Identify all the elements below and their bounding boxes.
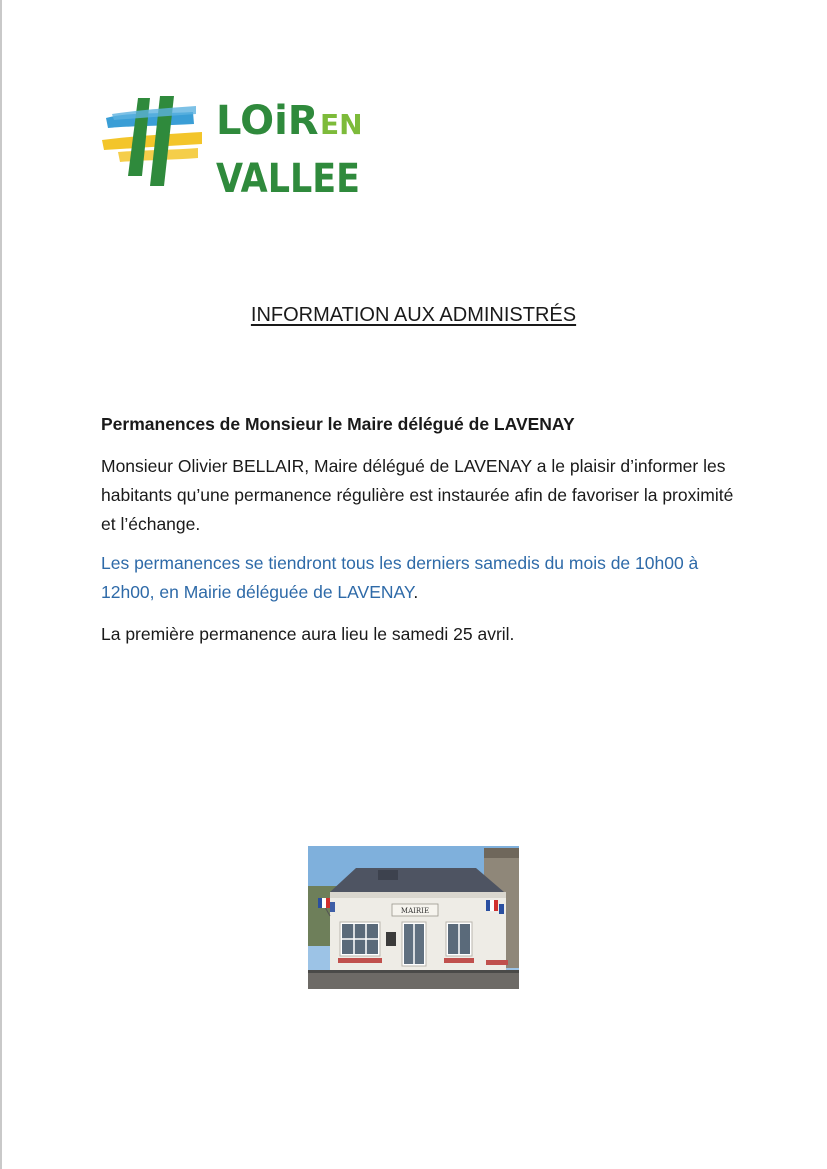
logo-word-loir: LOiR	[216, 98, 319, 144]
mairie-sign: MAIRIE	[400, 907, 430, 915]
logo-word-en: EN	[320, 108, 363, 141]
page-title: INFORMATION AUX ADMINISTRÉS	[250, 304, 577, 326]
schedule-paragraph	[101, 549, 741, 607]
schedule-period: .	[413, 582, 419, 602]
town-hall-photo	[308, 846, 519, 989]
loir-en-vallee-logo	[98, 88, 368, 198]
section-heading: Permanences de Monsieur le Maire délégué de LAVENAY	[101, 414, 575, 434]
intro-paragraph: Monsieur Olivier BELLAIR, Maire délégué de LAVENAY a le plaisir d’informer les habitants qu’une permanence régulière est instaurée afin de favoriser la proximité et l’échange.	[101, 456, 734, 534]
scan-edge	[0, 0, 2, 1169]
schedule-text: Les permanences se tiendront tous les derniers samedis du mois de 10h00 à 12h00, en Mairie déléguée de LAVENAY	[101, 553, 699, 602]
first-session-paragraph: La première permanence aura lieu le samedi 25 avril.	[101, 624, 515, 644]
logo-word-vallee: VALLEE	[216, 156, 360, 198]
hashtag-icon	[102, 96, 202, 186]
